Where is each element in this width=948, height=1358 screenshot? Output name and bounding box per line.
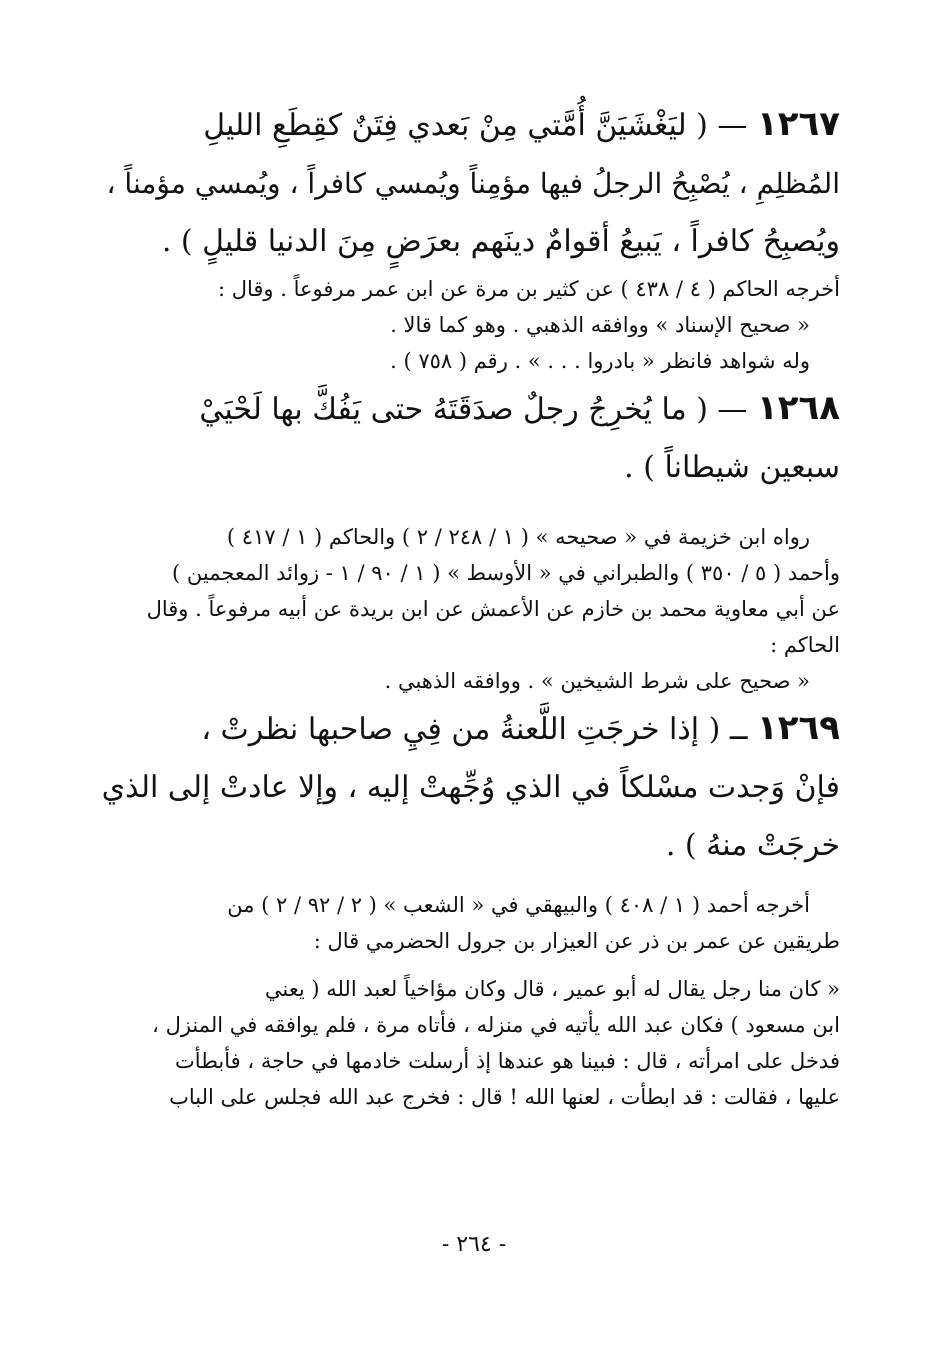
commentary-line: رواه ابن خزيمة في « صحيحه » ( ١ / ٢٤٨ / ٢ ) والحاكم ( ١ / ٤١٧ ) [226, 525, 810, 549]
hadith-text: — ( ليَغْشَيَنَّ أُمَّتي مِنْ بَعدي فِتَنٌ كقِطَعِ الليلِ [203, 108, 748, 143]
commentary-line: طريقين عن عمر بن ذر عن العيزار بن جرول الحضرمي قال : [313, 929, 840, 953]
commentary-line: أخرجه أحمد ( ١ / ٤٠٨ ) والبيهقي في « الشعب » ( ٢ / ٩٢ / ٢ ) من [227, 893, 810, 917]
hadith-1268-line-1 [95, 379, 840, 439]
commentary-line: فدخل على امرأته ، قال : فبينا هو عندها إذ أرسلت خادمها في حاجة ، فأبطأت [175, 1049, 840, 1073]
hadith-text: ــ ( إذا خرجَتِ اللَّعنةُ من فِيِ صاحبها نظرتْ ، [201, 712, 748, 747]
commentary-line: عليها ، فقالت : قد ابطأت ، لعنها الله ! قال : فخرج عبد الله فجلس على الباب [169, 1085, 840, 1109]
hadith-number: ١٢٦٨ [756, 388, 840, 428]
hadith-1269-line-3: خرجَتْ منهُ ) . [665, 828, 840, 863]
hadith-1269-line-1 [95, 699, 840, 759]
commentary-line: ابن مسعود ) فكان عبد الله يأتيه في منزله ، فأتاه مرة ، فلم يوافقه في المنزل ، [152, 1013, 840, 1037]
hadith-1267-line-3: ويُصبِحُ كافراً ، يَبيعُ أقوامٌ دينَهم بعرَضٍ مِنَ الدنيا قليلٍ ) . [161, 224, 840, 259]
commentary-line: وأحمد ( ٥ / ٣٥٠ ) والطبراني في « الأوسط » ( ١ / ٩٠ / ١ - زوائد المعجمين ) [172, 561, 840, 585]
commentary-line: « صحيح على شرط الشيخين » . ووافقه الذهبي . [384, 669, 810, 693]
hadith-number: ١٢٦٧ [756, 104, 840, 144]
hadith-1267-line-1 [95, 95, 840, 155]
hadith-1267-line-2: المُظلِمِ ، يُصْبِحُ الرجلُ فيها مؤمِناً ويُمسي كافراً ، ويُمسي مؤمناً ، [106, 167, 840, 200]
commentary-line: الحاكم : [770, 633, 840, 657]
hadith-1268-line-2: سبعين شيطاناً ) . [624, 450, 840, 485]
commentary-line: عن أبي معاوية محمد بن خازم عن الأعمش عن ابن بريدة عن أبيه مرفوعاً . وقال [146, 597, 840, 621]
page-body [95, 95, 840, 1115]
hadith-1269-line-2: فإنْ وَجدت مسْلكاً في الذي وُجِّهتْ إليه ، وإلا عادتْ إلى الذي [101, 770, 840, 805]
hadith-text: — ( ما يُخرِجُ رجلٌ صدَقَتَهُ حتى يَفُكَّ بها لَحْيَيْ [199, 392, 748, 427]
commentary-line: « كان منا رجل يقال له أبو عمير ، قال وكان مؤاخياً لعبد الله ( يعني [264, 977, 840, 1001]
commentary-line: « صحيح الإسناد » ووافقه الذهبي . وهو كما قالا . [390, 313, 810, 337]
commentary-line: أخرجه الحاكم ( ٤ / ٤٣٨ ) عن كثير بن مرة عن ابن عمر مرفوعاً . وقال : [217, 277, 840, 301]
page-number: - ٢٦٤ - [441, 1232, 507, 1257]
hadith-number: ١٢٦٩ [756, 708, 840, 748]
commentary-line: وله شواهد فانظر « بادروا . . . » . رقم ( ٧٥٨ ) . [390, 349, 810, 373]
